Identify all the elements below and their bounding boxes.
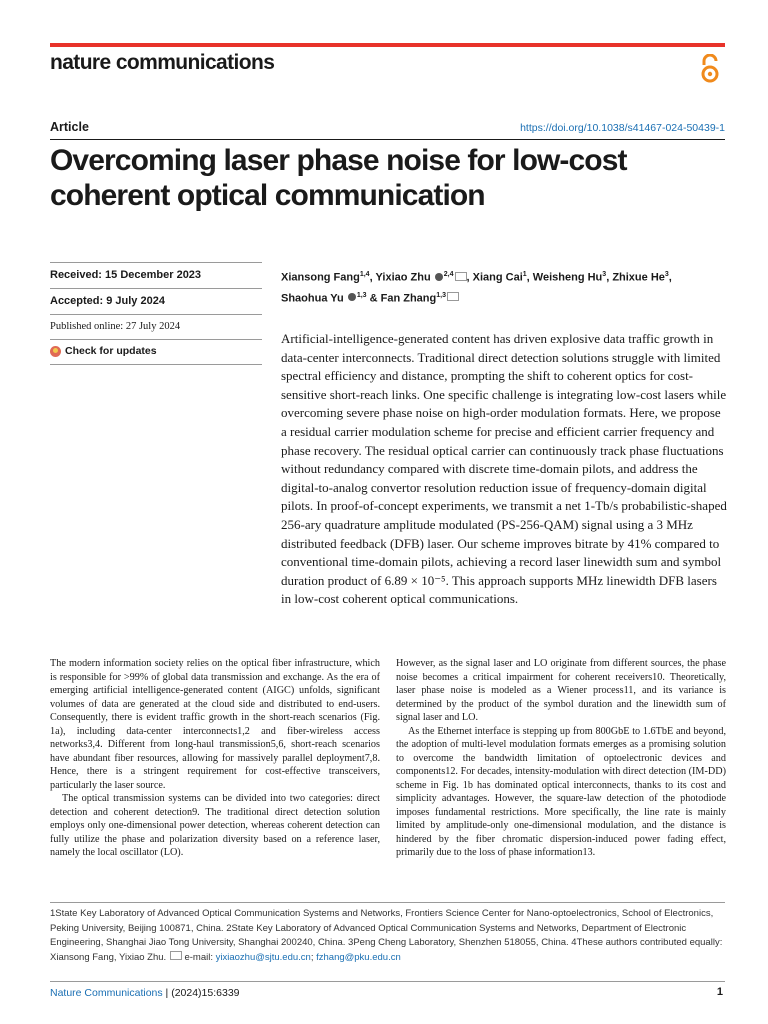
header-divider — [50, 139, 725, 140]
separator: , — [369, 271, 376, 284]
email-icon — [170, 951, 182, 960]
email-link[interactable]: yixiaozhu@sjtu.edu.cn — [215, 951, 311, 963]
affiliation-sup: 3 — [602, 271, 607, 278]
email-icon[interactable] — [455, 272, 467, 281]
author-name[interactable]: Xiansong Fang — [281, 271, 360, 284]
published-date: Published online: 27 July 2024 — [50, 314, 262, 339]
article-type: Article — [50, 120, 89, 134]
received-date: Received: 15 December 2023 — [50, 262, 262, 288]
separator: , — [526, 271, 533, 284]
body-paragraph: However, as the signal laser and LO originate from different sources, the phase noise becomes a critical impairment for coherent receivers10. Theoretically, laser phase noise is modeled as a Wiener process11, and its variance is determined by the product of the symbol duration and the linewidth sum of signal laser and LO. — [396, 658, 726, 723]
affiliation-sup: 2,4 — [443, 271, 454, 278]
accepted-date: Accepted: 9 July 2024 — [50, 288, 262, 314]
separator: , — [466, 271, 473, 284]
crossmark-icon — [50, 346, 61, 357]
separator: , — [606, 271, 613, 284]
separator: & — [366, 292, 381, 305]
header-accent-bar — [50, 43, 725, 47]
journal-name[interactable]: nature communications — [50, 51, 275, 74]
author-name[interactable]: Xiang Cai — [472, 271, 523, 284]
body-paragraph: As the Ethernet interface is stepping up from 800GbE to 1.6TbE and beyond, the adoption of multi-level modulation formats emerges as a promising solution to overcome the bandwidth limitation of optoelectronic devices and components12. For decades, intensity-modulation with direct detection (IM-DD) scheme in Fig. 1b has dominated optical interconnects, thanks to its cost and simplicity advantages. However, the square-law detection of the photodiode imposes fundamental restrictions. More specifically, the line rate is mainly limited by amplitude-only one-dimensional modulation, and the distance is hindered by the fiber chromatic dispersion-induced power fading effect, primarily due to the loss of phase information13. — [396, 725, 726, 858]
footnote-divider — [50, 902, 725, 903]
doi-link[interactable]: https://doi.org/10.1038/s41467-024-50439-1 — [520, 122, 725, 134]
affiliation-sup: 1,3 — [436, 291, 446, 299]
title-line-2: coherent optical communication — [50, 179, 485, 212]
affiliation-sup: 1 — [522, 271, 527, 278]
publication-metadata — [50, 262, 262, 365]
separator: ; — [310, 951, 317, 963]
email-label: e-mail: — [181, 951, 216, 963]
email-icon[interactable] — [447, 292, 459, 301]
abstract: Artificial-intelligence-generated content has driven explosive data traffic growth in data-center interconnects. Traditional direct detection solutions struggle with limited spectral efficiency and distance, prompting the shift to coherent optics for cost-sensitive short-reach links. One specific challenge is integrating low-cost lasers while overcoming severe phase noise on high-order modulation formats. Here, we propose a residual carrier modulation scheme for precise and efficient carrier frequency and phase recovery. The residual optical carrier can continuously track phase fluctuations without redundancy compared with discrete time-domain pilots, and address the digital-to-analog convertor resolution reduction issue of frequency-domain digital pilots. In proof-of-concept experiments, we transmit a net 1-Tb/s probabilistic-shaped 256-ary quadrature amplitude modulated (PS-256-QAM) signal using a 3 MHz distributed feedback (DFB) laser. Our scheme improves bitrate by 41% compared to conventional time-domain pilots, achieving a record laser linewidth sum and symbol duration product of 6.89 × 10⁻⁵. This approach supports MHz linewidth DFB lasers in low-cost coherent optical communications. — [281, 331, 727, 607]
author-name[interactable]: Shaohua Yu — [281, 292, 344, 305]
affiliations-text: 1State Key Laboratory of Advanced Optical Communication Systems and Networks, Frontiers Science Center for Nano-optoelectronics, School of Electronics, Peking University, Beijing 100871, China. 2State Key Laboratory of Advanced Optical Communication Systems and Networks, Department of Electronic Engineering, Shanghai Jiao Tong University, Shanghai 200240, China. 3Peng Cheng Laboratory, Shenzhen 518055, China. 4These authors contributed equally: Xiansong Fang, Yixiao Zhu. — [50, 908, 723, 963]
author-name[interactable]: Weisheng Hu — [532, 271, 603, 284]
author-name[interactable]: Zhixue He — [612, 271, 665, 284]
email-link[interactable]: fzhang@pku.edu.cn — [316, 951, 401, 963]
orcid-icon[interactable] — [348, 293, 356, 301]
check-updates-button[interactable] — [50, 339, 262, 365]
separator: , — [668, 271, 672, 284]
author-list — [281, 266, 725, 307]
page-number: 1 — [716, 986, 723, 998]
title-line-1: Overcoming laser phase noise for low-cost — [50, 144, 627, 177]
affiliations-footnote — [50, 907, 725, 965]
body-column-left — [50, 657, 380, 860]
open-access-icon[interactable] — [699, 54, 721, 84]
author-name[interactable]: Yixiao Zhu — [375, 271, 431, 284]
orcid-icon[interactable] — [435, 273, 443, 281]
check-updates-label: Check for updates — [65, 345, 157, 357]
footer-journal[interactable]: Nature Communications — [50, 987, 163, 999]
affiliation-sup: 1,4 — [359, 271, 370, 278]
body-paragraph: The modern information society relies on the optical fiber infrastructure, which is responsible for >99% of global data transmission and exchange. As the era of emerging artificial intelligence-generated content (AIGC) unfolds, significant volumes of data are generated at the cloud side and distributed to end-users. Consequently, there is evident traffic growth in the short-reach scenarios (Fig. 1a), including data-center interconnects1,2 and fiber-wireless access networks3,4. Different from long-haul transmission5,6, short-reach scenarios have abundant fiber resources, allowing for massively parallel deployment7,8. Hence, there is a stringent requirement for cost-effective transceivers, particularly the laser source. — [50, 658, 380, 791]
footer-citation — [50, 987, 240, 999]
affiliation-sup: 3 — [664, 271, 669, 278]
body-paragraph: The optical transmission systems can be divided into two categories: direct detection and coherent detection9. The traditional direct detection solution employs only one-dimensional power detection, whereas coherent detection can fully utilize the phase and polarization diversity based on a reference laser, namely the local oscillator (LO). — [50, 793, 380, 858]
author-name[interactable]: Fan Zhang — [380, 292, 437, 305]
affiliation-sup: 1,3 — [356, 291, 367, 299]
footer-volume: | (2024)15:6339 — [162, 987, 240, 999]
footer-divider — [50, 981, 725, 982]
paper-title — [50, 143, 730, 213]
body-column-right — [396, 657, 726, 860]
